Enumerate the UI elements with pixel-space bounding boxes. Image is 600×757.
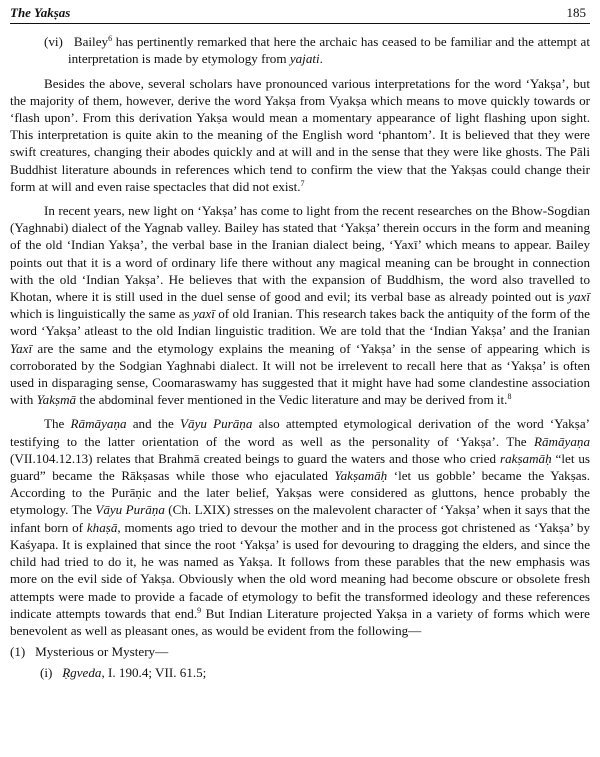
- footnote-ref: 7: [300, 178, 305, 188]
- page-header: [10, 4, 590, 24]
- paragraph-ramayana: The Rāmāyaṇa and the Vāyu Purāṇa also attempted etymological derivation of the word ‘Yakṣa’ testifying to the latter orientation of the word as well as the personality of ‘Yakṣa’. The Rāmāyaṇa (VII.104.12.13) relates that Brahmā created beings to guard the waters and those who cried rakṣamāḥ “let us guard” became the Rākṣasas while those who ejaculated Yakṣamāḥ ‘let us gobble’ became the Yakṣas. According to the Purāṇic and the later belief, Yakṣas were considered as gluttons, hence probably the etymology. The Vāyu Purāṇa (Ch. LXIX) stresses on the malevolent character of ‘Yakṣa’ when it says that the infant born of khaṣā, moments ago tried to devour the mother and in the process got christened as ‘Yakṣa’ by Kaśyapa. It is explained that since the root ‘Yakṣa’ is used for devouring to dragging the elders, and since the child had tried to do it, he was named as Yakṣa. It follows from these parables that the new emphasis was more on the evil side of Yakṣa. Obviously when the old word meaning had become obscure or obsolete fresh attempts were made to provide a facade of etymology to befit the transformed ideology and these references indicate attempts towards that end.$^9$ But Indian Literature projected Yakṣa in a variety of forms which were benevolent as well as pleasant ones, as would be evident from the following—: [10, 416, 591, 638]
- page-number: 185: [566, 5, 586, 20]
- paragraph-recent-years: In recent years, new light on ‘Yakṣa’ has come to light from the recent researches on the Bhow-Sogdian (Yaghnabi) dialect of the Yagnab valley. Bailey has stated that ‘Yakṣa’ therein occurs in the form and meaning of the old ‘Indian Yakṣa’, the verbal base in the Iranian dialect being, ‘Yaxī’ which means to appear. Bailey points out that it is a word of ordinary life there without any magical meaning can be brought in connection with the old ‘Indian Yakṣa’. He believes that with the expansion of Buddhism, the word also travelled to Khotan, where it is still used in the duel sense of good and evil; its verbal base as already pointed out is yaxī which is linguistically the same as yaxī of old Iranian. This research takes back the antiquity of the form of the word ‘Yakṣa’ atleast to the old Indian linguistic tradition. We are told that the ‘Indian Yakṣa’ and the Iranian Yaxī are the same and the etymology explains the meaning of ‘Yakṣa’ in the sense of appearing which is corroborated by the Sodgian Yaghnabi dialect. It will not be irrelevent to recall here that as ‘Yakṣa’ is often used in disparaging sense, Coomaraswamy has suggested that it might have had some clandestine association with Yakṣmā the abdominal fever mentioned in the Vedic literature and may be derived from it.$^8$: [10, 203, 590, 408]
- item-label: (vi): [44, 34, 63, 50]
- footnote-ref: 8: [507, 392, 512, 402]
- list-subitem-rgveda: (i) Ṛgveda, I. 190.4; VII. 61.5;: [40, 665, 207, 681]
- list-item-mysterious: (1) Mysterious or Mystery—: [10, 644, 169, 660]
- footnote-ref: 9: [197, 605, 202, 615]
- paragraph-besides: Besides the above, several scholars have pronounced various interpretations for the word ‘Yakṣa’, but the majority of them, however, derive the word Yakṣa from Vyakṣa which means to move quickly towards or ‘flash upon’. From this derivation Yakṣa would mean a momentary appearance of light flashing upon sight. This interpretation is quite akin to the meaning of the English word ‘phantom’. It is believed that they were swift creatures, changing their abodes quickly and at will and in the sense that they were like ghosts. The Pāli Buddhist literature abounds in references which tend to confirm the view that the Yakṣas could change their form at will and even raise spectacles that did not exist.$^7$: [10, 75, 590, 194]
- footnote-ref: 6: [108, 34, 113, 44]
- running-title: The Yakṣas: [10, 5, 71, 20]
- paragraph-vi: (vi) Bailey$^6$ has pertinently remarked that here the archaic has ceased to be familiar and the attempt at interpretation is made by etymology from yajati.: [44, 34, 591, 67]
